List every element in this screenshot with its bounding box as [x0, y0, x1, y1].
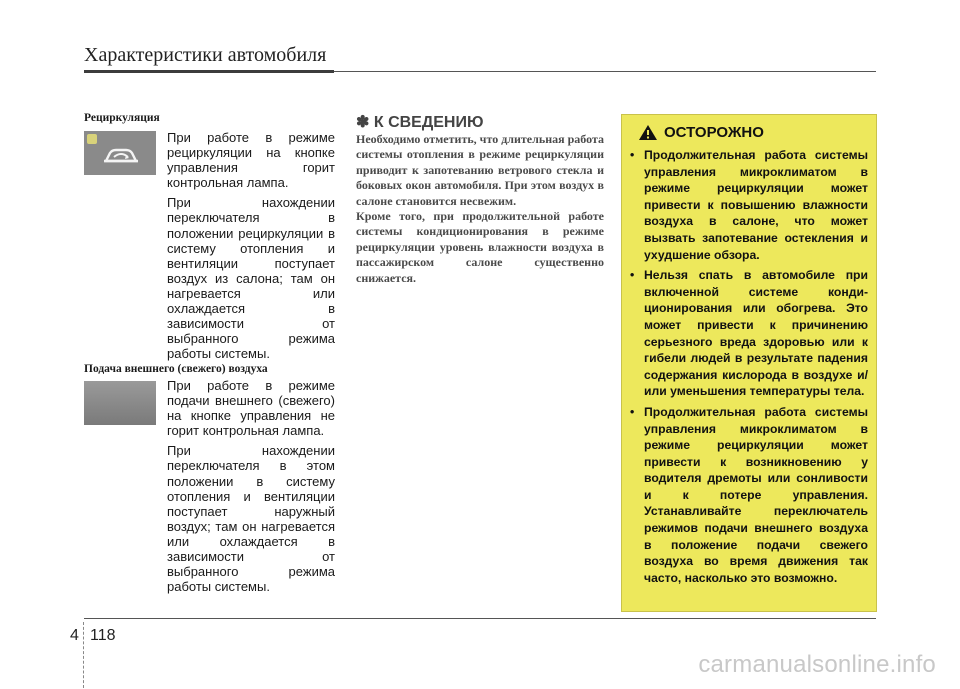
- caution-item-text: Нельзя спать в автомобиле при включенной системе конди-ционирования или обогрева. Это может привести к причинению серьезного вреда здоровью или к гибели людей в результате падения содержания кислорода в воздухе и/или уменьшения температуры тела.: [644, 268, 868, 399]
- caution-item: • Продолжительная работа системы управления микроклиматом в режиме рециркуляции может привести к повышению влажности воздуха в салоне, что может вызвать запотевание остекления и ухудшение обзора.: [630, 148, 868, 262]
- caution-title: ОСТОРОЖНО: [664, 124, 764, 141]
- page-number-divider: [83, 622, 85, 688]
- note-paragraph: Кроме того, при продолжительной работе системы кондиционирования в режиме рециркуляции уровень влажности воздуха в пассажирском салоне существенно снижается.: [356, 209, 604, 285]
- note-heading: [356, 112, 483, 132]
- caution-item-text: Продолжительная работа системы управления микроклиматом в режиме рециркуляции может привести к повышению влажности воздуха в салоне, что может вызвать запотевание остекления и ухудшение обзора.: [644, 148, 868, 262]
- recirculation-button-image: [84, 131, 156, 175]
- recirculation-text: [167, 130, 335, 366]
- fresh-air-section-title: Подача внешнего (свежего) воздуха: [84, 363, 268, 375]
- caution-item-text: Продолжительная работа системы управления микроклиматом в режиме рециркуляции может привести к возникновению у водителя дремоты или сонливости и к потере управления. Устанавливайте переключатель режимов подачи внешнего воздуха в положение подачи свежего воздуха во время движения так часто, насколько это возможно.: [644, 404, 868, 585]
- header-rule-dark: [84, 70, 334, 73]
- recirculation-paragraph: При работе в режиме рециркуляции на кнопке управления горит контрольная лампа.: [167, 130, 335, 191]
- caution-box: [621, 114, 877, 612]
- caution-list: [630, 147, 868, 590]
- fresh-air-paragraph: При нахождении переключателя в этом положении в систему отопления и вентиляции поступает наружный воздух; там он нагревается или охлаждается в зависимости от выбранного режима работы системы.: [167, 443, 335, 595]
- fresh-air-paragraph: При работе в режиме подачи внешнего (свежего) на кнопке управления не горит контрольная лампа.: [167, 378, 335, 439]
- caution-heading: [638, 124, 764, 141]
- recirculation-paragraph: При нахождении переключателя в положении рециркуляции в систему отопления и вентиляции поступает воздух из салона; там он нагревается или охлаждается в зависимости от выбранного режима работы системы.: [167, 195, 335, 362]
- footer-rule: [84, 618, 876, 619]
- warning-triangle-icon: [638, 124, 658, 141]
- recirculation-section-title: Рециркуляция: [84, 112, 160, 124]
- caution-item: • Продолжительная работа системы управления микроклиматом в режиме рециркуляции может привести к возникновению у водителя дремоты или сонливости и к потере управления. Устанавливайте переключатель режимов подачи внешнего воздуха в положение подачи свежего воздуха во время движения так часто, насколько это возможно.: [630, 404, 868, 585]
- page-number: 118: [90, 627, 116, 644]
- note-body: [356, 132, 604, 286]
- note-symbol-icon: ✽: [356, 114, 370, 131]
- chapter-number: 4: [70, 627, 79, 644]
- note-title: К СВЕДЕНИЮ: [373, 114, 484, 131]
- watermark: carmanualsonline.info: [698, 651, 936, 678]
- page-header-title: Характеристики автомобиля: [84, 44, 327, 66]
- fresh-air-button-image: [84, 381, 156, 425]
- recirculation-car-icon: [84, 131, 156, 175]
- fresh-air-text: [167, 378, 335, 599]
- header-rule-thin: [334, 71, 876, 72]
- caution-item: • Нельзя спать в автомобиле при включенной системе конди-ционирования или обогрева. Это может привести к причинению серьезного вреда здоровью или к гибели людей в результате падения содержания кислорода в воздухе и/или уменьшения температуры тела.: [630, 268, 868, 399]
- note-paragraph: Необходимо отметить, что длительная работа системы отопления в режиме рециркуляции приводит к запотеванию ветрового стекла и боковых окон автомобиля. При этом воздух в салоне становится несвежим.: [356, 132, 605, 208]
